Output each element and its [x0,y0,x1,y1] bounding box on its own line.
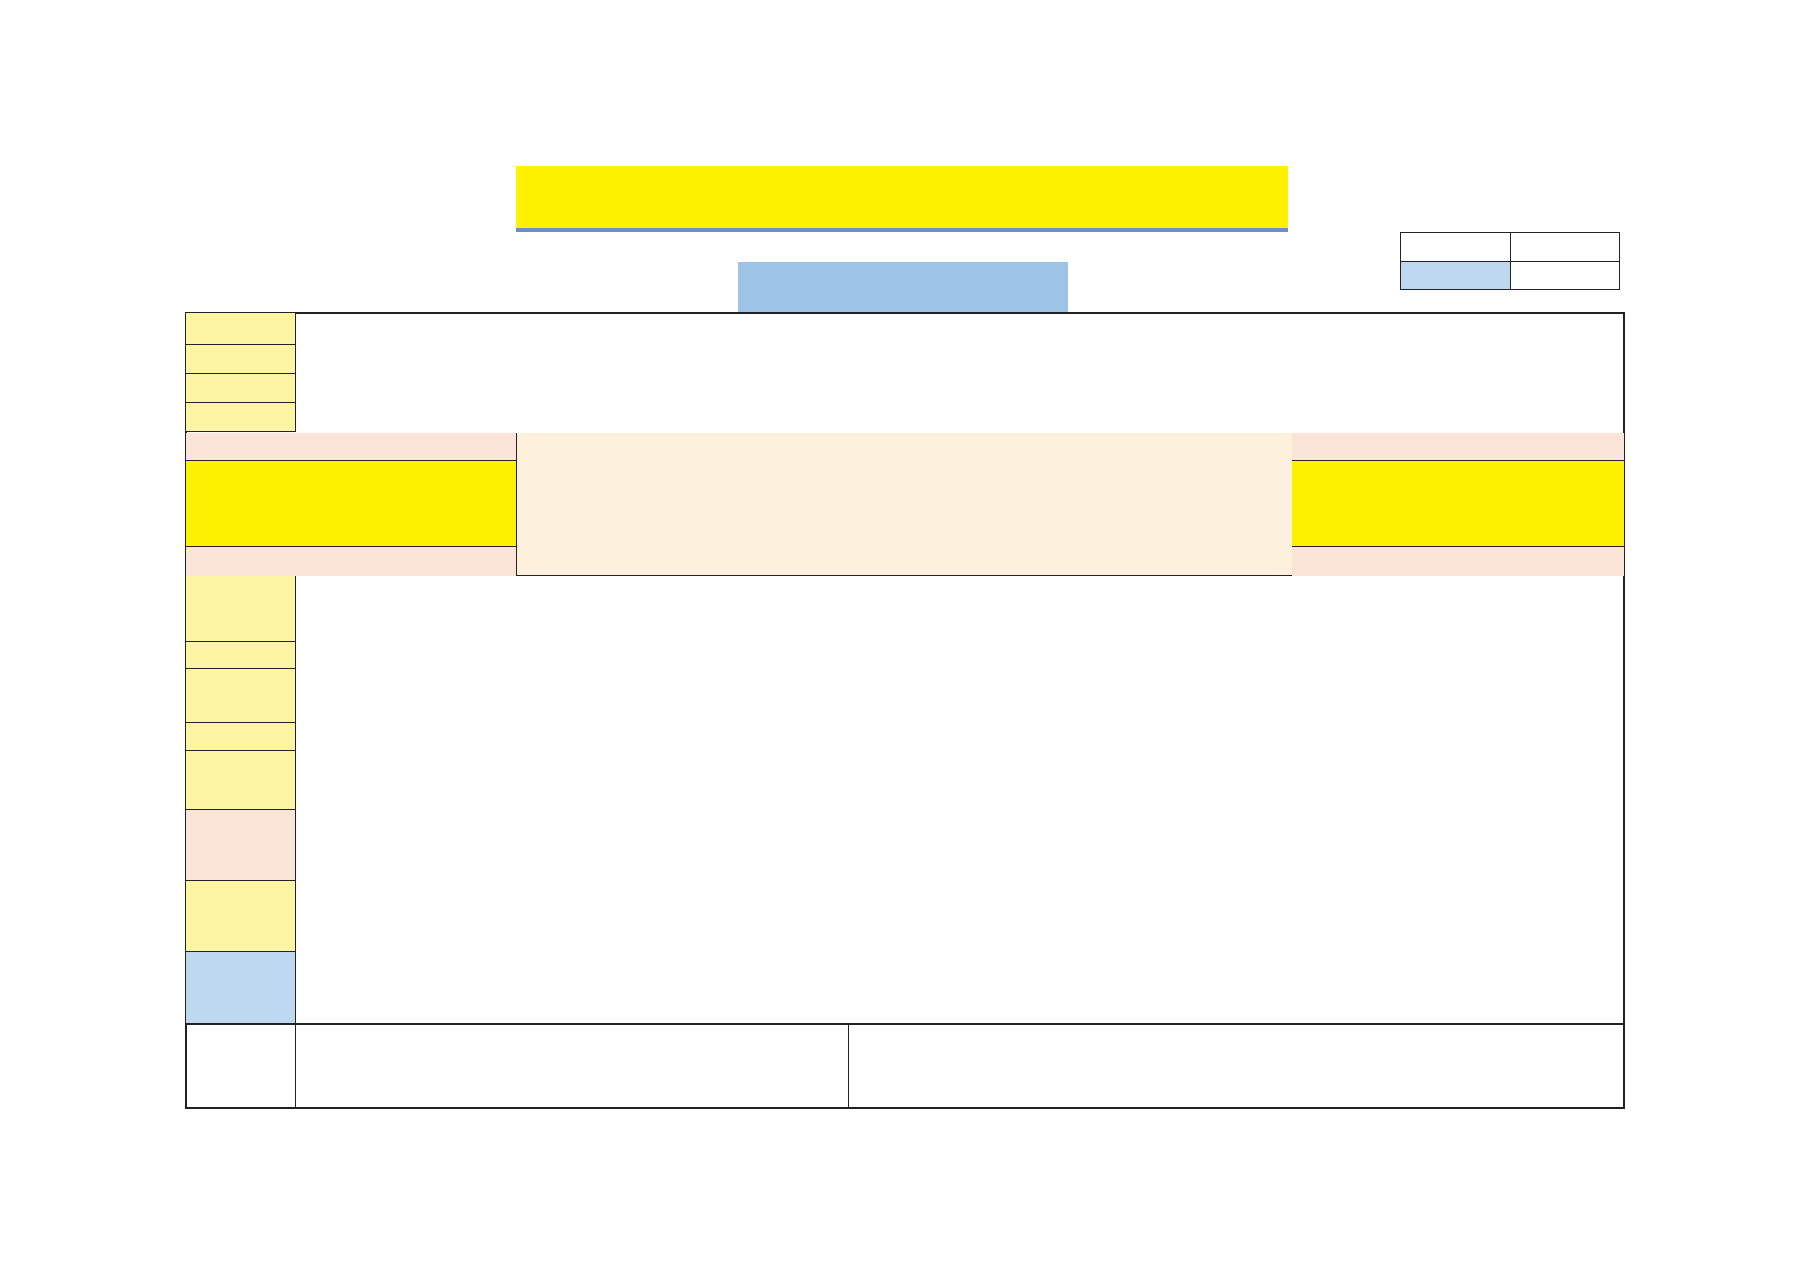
footer-star [186,1025,296,1108]
year-eto-header [1511,233,1619,262]
title-banner [516,166,1288,232]
label-month [186,313,296,345]
label-lucky1 [186,642,296,669]
label-unki [186,576,296,642]
year-eto-value [1511,262,1619,289]
label-tenkan [186,345,296,374]
notice-small-right [1292,547,1624,576]
footer [186,1023,1624,1108]
big-title-left [186,461,517,547]
label-lucky2 [186,723,296,751]
label-kikkyo [186,669,296,723]
year-info-box [1400,232,1620,290]
url-free-right[interactable] [1292,433,1624,461]
band-good [186,810,295,881]
url-free-left[interactable] [186,433,517,461]
middle-section [186,433,1624,576]
star-banner [738,262,1068,312]
month-info-table [186,313,1624,433]
notice-small-left [186,547,517,576]
year-star-header [1401,233,1511,262]
label-kyusei [186,403,296,432]
year-star-value [1401,262,1511,289]
lucky-line-chart [296,810,1624,1023]
label-total [186,751,296,810]
label-chishi [186,374,296,403]
legend-box [517,433,1293,575]
band-labels [186,810,296,1023]
footer-mid [296,1025,849,1108]
fortune-table [186,576,1624,810]
footer-right [849,1025,1624,1108]
band-stable [186,881,295,952]
band-low [186,952,295,1023]
big-title-right [1292,461,1624,547]
